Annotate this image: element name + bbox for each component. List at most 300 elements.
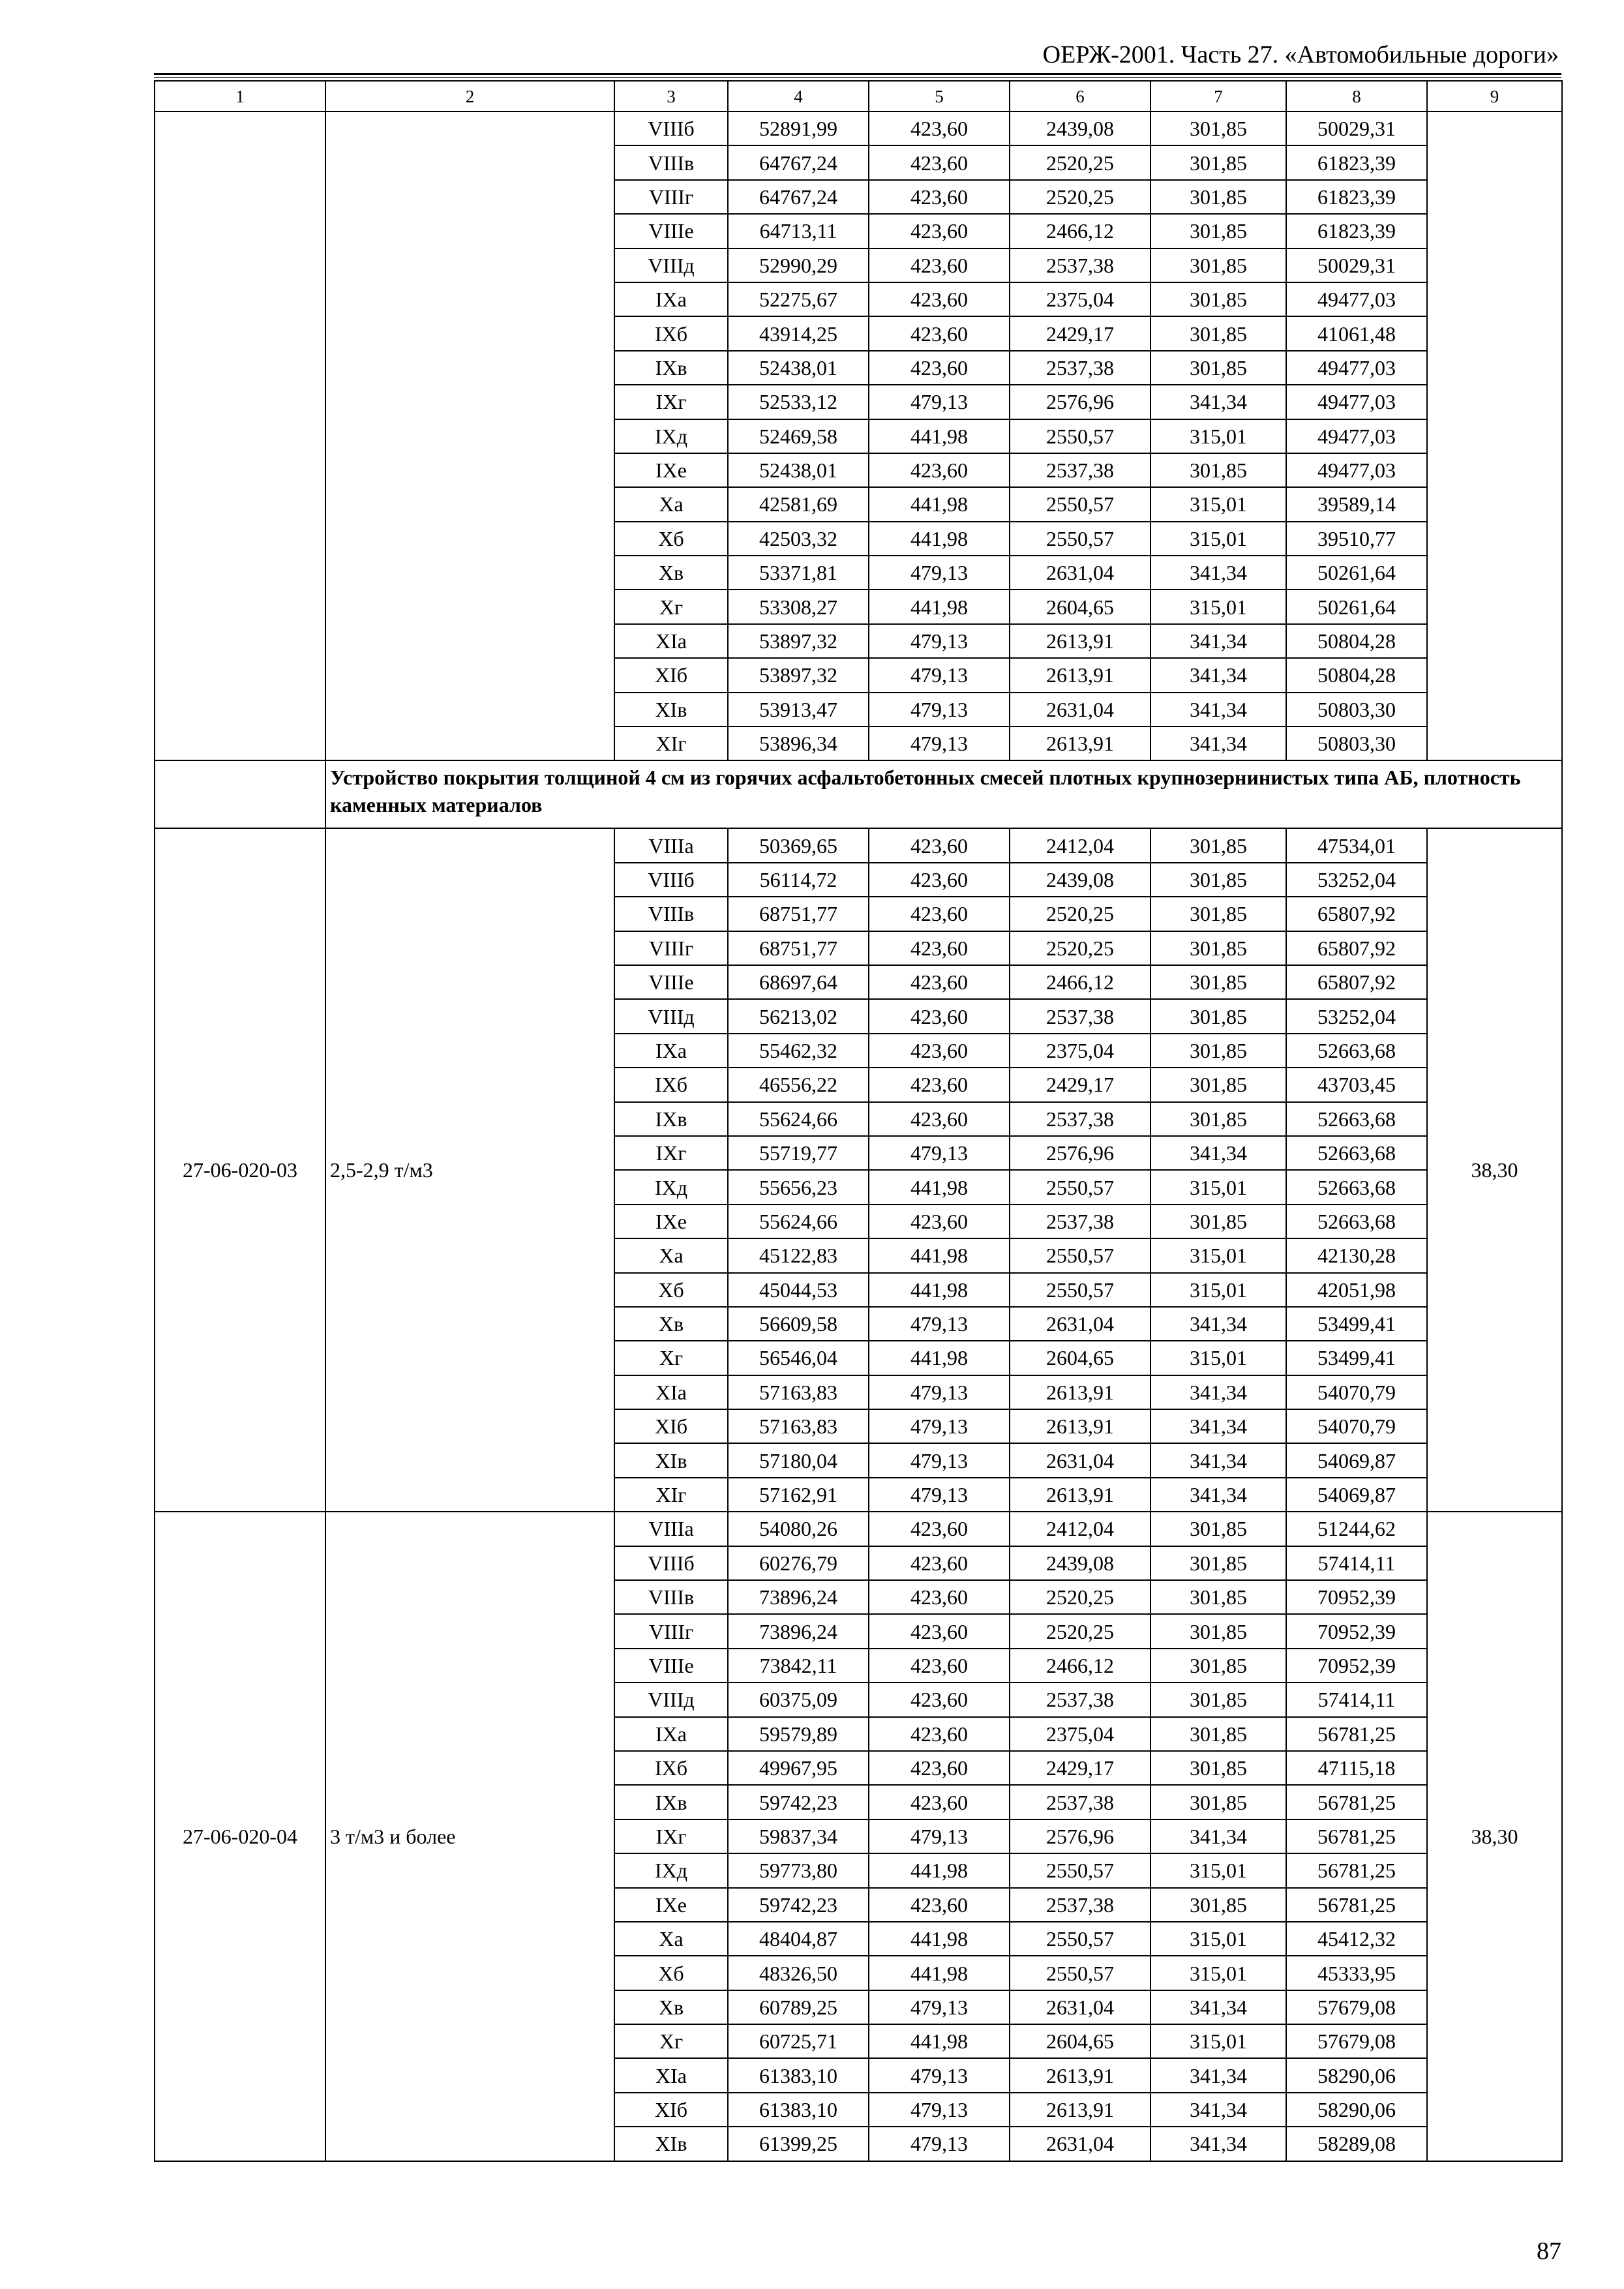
wages-cell: 423,60 — [869, 1102, 1010, 1136]
total-cost-cell: 53308,27 — [728, 590, 869, 623]
machines-cell: 2631,04 — [1010, 2127, 1150, 2161]
rate-description: 2,5-2,9 т/м3 — [325, 828, 614, 1512]
materials-cell: 58290,06 — [1286, 2093, 1427, 2127]
machinist-wages-cell: 301,85 — [1150, 1512, 1286, 1546]
machinist-wages-cell: 301,85 — [1150, 863, 1286, 897]
total-cost-cell: 57162,91 — [728, 1478, 869, 1512]
machinist-wages-cell: 301,85 — [1150, 1034, 1286, 1068]
materials-cell: 50803,30 — [1286, 726, 1427, 760]
machines-cell: 2550,57 — [1010, 522, 1150, 556]
machinist-wages-cell: 301,85 — [1150, 1546, 1286, 1580]
zone-cell: IXв — [614, 1785, 728, 1819]
wages-cell: 423,60 — [869, 1614, 1010, 1648]
wages-cell: 441,98 — [869, 522, 1010, 556]
total-cost-cell: 57163,83 — [728, 1375, 869, 1409]
materials-cell: 56781,25 — [1286, 1888, 1427, 1922]
materials-cell: 56781,25 — [1286, 1819, 1427, 1853]
rate-code: 27-06-020-04 — [155, 1512, 325, 2161]
column-number: 6 — [1010, 81, 1150, 112]
zone-cell: IXe — [614, 453, 728, 487]
machines-cell: 2537,38 — [1010, 1785, 1150, 1819]
machines-cell: 2550,57 — [1010, 1922, 1150, 1956]
wages-cell: 423,60 — [869, 282, 1010, 316]
machinist-wages-cell: 301,85 — [1150, 1102, 1286, 1136]
wages-cell: 423,60 — [869, 214, 1010, 248]
zone-cell: VIIIa — [614, 1512, 728, 1546]
total-cost-cell: 60725,71 — [728, 2024, 869, 2058]
labor-cost-cell: 38,30 — [1427, 1512, 1562, 2161]
total-cost-cell: 56213,02 — [728, 999, 869, 1033]
total-cost-cell: 53897,32 — [728, 624, 869, 658]
zone-cell: IXe — [614, 1888, 728, 1922]
machinist-wages-cell: 301,85 — [1150, 999, 1286, 1033]
total-cost-cell: 59773,80 — [728, 1853, 869, 1887]
wages-cell: 479,13 — [869, 1409, 1010, 1443]
machinist-wages-cell: 341,34 — [1150, 385, 1286, 419]
total-cost-cell: 53913,47 — [728, 693, 869, 726]
column-number: 2 — [325, 81, 614, 112]
machinist-wages-cell: 315,01 — [1150, 1341, 1286, 1375]
machines-cell: 2550,57 — [1010, 1238, 1150, 1272]
wages-cell: 441,98 — [869, 1238, 1010, 1272]
machinist-wages-cell: 315,01 — [1150, 1853, 1286, 1887]
zone-cell: Xг — [614, 2024, 728, 2058]
materials-cell: 45412,32 — [1286, 1922, 1427, 1956]
machinist-wages-cell: 301,85 — [1150, 453, 1286, 487]
machines-cell: 2375,04 — [1010, 1717, 1150, 1751]
wages-cell: 441,98 — [869, 2024, 1010, 2058]
machinist-wages-cell: 301,85 — [1150, 828, 1286, 862]
machines-cell: 2520,25 — [1010, 180, 1150, 214]
machines-cell: 2604,65 — [1010, 2024, 1150, 2058]
zone-cell: VIIIг — [614, 180, 728, 214]
total-cost-cell: 52891,99 — [728, 112, 869, 145]
materials-cell: 47115,18 — [1286, 1751, 1427, 1785]
machinist-wages-cell: 301,85 — [1150, 897, 1286, 931]
total-cost-cell: 42581,69 — [728, 487, 869, 521]
materials-cell: 52663,68 — [1286, 1136, 1427, 1170]
machines-cell: 2613,91 — [1010, 624, 1150, 658]
wages-cell: 479,13 — [869, 726, 1010, 760]
machinist-wages-cell: 301,85 — [1150, 965, 1286, 999]
wages-cell: 441,98 — [869, 1273, 1010, 1307]
wages-cell: 423,60 — [869, 999, 1010, 1033]
machinist-wages-cell: 341,34 — [1150, 1443, 1286, 1477]
machinist-wages-cell: 315,01 — [1150, 1238, 1286, 1272]
total-cost-cell: 46556,22 — [728, 1068, 869, 1101]
zone-cell: Xв — [614, 1307, 728, 1341]
total-cost-cell: 60375,09 — [728, 1683, 869, 1716]
materials-cell: 65807,92 — [1286, 965, 1427, 999]
machines-cell: 2550,57 — [1010, 1956, 1150, 1990]
machines-cell: 2631,04 — [1010, 1990, 1150, 2024]
zone-cell: Xa — [614, 1238, 728, 1272]
materials-cell: 70952,39 — [1286, 1580, 1427, 1614]
wages-cell: 423,60 — [869, 1204, 1010, 1238]
materials-cell: 49477,03 — [1286, 453, 1427, 487]
machinist-wages-cell: 315,01 — [1150, 1922, 1286, 1956]
zone-cell: XIa — [614, 1375, 728, 1409]
materials-cell: 58289,08 — [1286, 2127, 1427, 2161]
zone-cell: VIIIe — [614, 965, 728, 999]
machinist-wages-cell: 341,34 — [1150, 2058, 1286, 2092]
total-cost-cell: 52438,01 — [728, 351, 869, 385]
wages-cell: 441,98 — [869, 1922, 1010, 1956]
zone-cell: IXб — [614, 1068, 728, 1101]
materials-cell: 50804,28 — [1286, 624, 1427, 658]
total-cost-cell: 64767,24 — [728, 145, 869, 179]
zone-cell: IXa — [614, 1717, 728, 1751]
total-cost-cell: 73896,24 — [728, 1580, 869, 1614]
machinist-wages-cell: 301,85 — [1150, 1614, 1286, 1648]
total-cost-cell: 61383,10 — [728, 2058, 869, 2092]
machines-cell: 2613,91 — [1010, 2058, 1150, 2092]
wages-cell: 479,13 — [869, 1478, 1010, 1512]
zone-cell: IXд — [614, 419, 728, 453]
column-number: 5 — [869, 81, 1010, 112]
wages-cell: 423,60 — [869, 931, 1010, 965]
wages-cell: 479,13 — [869, 2127, 1010, 2161]
machinist-wages-cell: 301,85 — [1150, 1785, 1286, 1819]
machinist-wages-cell: 341,34 — [1150, 726, 1286, 760]
machinist-wages-cell: 341,34 — [1150, 693, 1286, 726]
column-number: 8 — [1286, 81, 1427, 112]
materials-cell: 54069,87 — [1286, 1443, 1427, 1477]
wages-cell: 423,60 — [869, 1649, 1010, 1683]
machines-cell: 2375,04 — [1010, 1034, 1150, 1068]
machines-cell: 2631,04 — [1010, 693, 1150, 726]
machines-cell: 2439,08 — [1010, 863, 1150, 897]
machinist-wages-cell: 315,01 — [1150, 419, 1286, 453]
machines-cell: 2520,25 — [1010, 145, 1150, 179]
materials-cell: 57679,08 — [1286, 2024, 1427, 2058]
materials-cell: 52663,68 — [1286, 1102, 1427, 1136]
total-cost-cell: 73896,24 — [728, 1614, 869, 1648]
rate-code — [155, 112, 325, 760]
wages-cell: 479,13 — [869, 1990, 1010, 2024]
machines-cell: 2429,17 — [1010, 1068, 1150, 1101]
section-title: Устройство покрытия толщиной 4 см из горячих асфальтобетонных смесей плотных крупнозернинистых типа АБ, плотность каменных материалов — [325, 760, 1562, 828]
machinist-wages-cell: 301,85 — [1150, 931, 1286, 965]
machines-cell: 2613,91 — [1010, 658, 1150, 692]
machines-cell: 2550,57 — [1010, 1853, 1150, 1887]
price-table — [154, 80, 1563, 2162]
total-cost-cell: 55624,66 — [728, 1204, 869, 1238]
total-cost-cell: 64713,11 — [728, 214, 869, 248]
section-row — [155, 760, 1562, 828]
machines-cell: 2537,38 — [1010, 351, 1150, 385]
wages-cell: 479,13 — [869, 658, 1010, 692]
machines-cell: 2537,38 — [1010, 999, 1150, 1033]
machines-cell: 2537,38 — [1010, 453, 1150, 487]
materials-cell: 50261,64 — [1286, 556, 1427, 590]
zone-cell: XIв — [614, 693, 728, 726]
materials-cell: 53499,41 — [1286, 1341, 1427, 1375]
materials-cell: 49477,03 — [1286, 282, 1427, 316]
materials-cell: 51244,62 — [1286, 1512, 1427, 1546]
wages-cell: 423,60 — [869, 1888, 1010, 1922]
materials-cell: 41061,48 — [1286, 316, 1427, 350]
total-cost-cell: 68751,77 — [728, 931, 869, 965]
machinist-wages-cell: 301,85 — [1150, 1888, 1286, 1922]
machinist-wages-cell: 301,85 — [1150, 145, 1286, 179]
wages-cell: 423,60 — [869, 351, 1010, 385]
zone-cell: Xa — [614, 487, 728, 521]
zone-cell: XIб — [614, 658, 728, 692]
machinist-wages-cell: 315,01 — [1150, 487, 1286, 521]
materials-cell: 57679,08 — [1286, 1990, 1427, 2024]
materials-cell: 45333,95 — [1286, 1956, 1427, 1990]
materials-cell: 47534,01 — [1286, 828, 1427, 862]
zone-cell: VIIIe — [614, 1649, 728, 1683]
machines-cell: 2576,96 — [1010, 385, 1150, 419]
zone-cell: IXa — [614, 1034, 728, 1068]
zone-cell: Xг — [614, 1341, 728, 1375]
materials-cell: 49477,03 — [1286, 351, 1427, 385]
machinist-wages-cell: 315,01 — [1150, 1170, 1286, 1204]
machines-cell: 2613,91 — [1010, 1409, 1150, 1443]
machinist-wages-cell: 301,85 — [1150, 282, 1286, 316]
machines-cell: 2550,57 — [1010, 1273, 1150, 1307]
total-cost-cell: 55462,32 — [728, 1034, 869, 1068]
total-cost-cell: 55656,23 — [728, 1170, 869, 1204]
machinist-wages-cell: 301,85 — [1150, 248, 1286, 282]
materials-cell: 54069,87 — [1286, 1478, 1427, 1512]
wages-cell: 441,98 — [869, 1170, 1010, 1204]
rate-description — [325, 112, 614, 760]
wages-cell: 479,13 — [869, 1443, 1010, 1477]
materials-cell: 50029,31 — [1286, 248, 1427, 282]
table-body — [155, 81, 1562, 2161]
total-cost-cell: 68697,64 — [728, 965, 869, 999]
materials-cell: 39510,77 — [1286, 522, 1427, 556]
zone-cell: XIб — [614, 2093, 728, 2127]
rate-code: 27-06-020-03 — [155, 828, 325, 1512]
wages-cell: 423,60 — [869, 1580, 1010, 1614]
machines-cell: 2550,57 — [1010, 419, 1150, 453]
column-number: 9 — [1427, 81, 1562, 112]
materials-cell: 43703,45 — [1286, 1068, 1427, 1101]
total-cost-cell: 68751,77 — [728, 897, 869, 931]
machines-cell: 2520,25 — [1010, 1580, 1150, 1614]
table-row — [155, 1512, 1562, 1546]
zone-cell: XIa — [614, 624, 728, 658]
wages-cell: 441,98 — [869, 1956, 1010, 1990]
machinist-wages-cell: 301,85 — [1150, 180, 1286, 214]
zone-cell: IXд — [614, 1170, 728, 1204]
materials-cell: 49477,03 — [1286, 385, 1427, 419]
total-cost-cell: 43914,25 — [728, 316, 869, 350]
machinist-wages-cell: 341,34 — [1150, 1819, 1286, 1853]
machines-cell: 2613,91 — [1010, 1478, 1150, 1512]
machines-cell: 2466,12 — [1010, 1649, 1150, 1683]
column-number: 1 — [155, 81, 325, 112]
total-cost-cell: 42503,32 — [728, 522, 869, 556]
wages-cell: 423,60 — [869, 1751, 1010, 1785]
total-cost-cell: 53371,81 — [728, 556, 869, 590]
machines-cell: 2537,38 — [1010, 248, 1150, 282]
machinist-wages-cell: 301,85 — [1150, 1751, 1286, 1785]
zone-cell: Xг — [614, 590, 728, 623]
labor-cost-cell: 38,30 — [1427, 828, 1562, 1512]
column-number: 4 — [728, 81, 869, 112]
wages-cell: 441,98 — [869, 1341, 1010, 1375]
wages-cell: 423,60 — [869, 1717, 1010, 1751]
wages-cell: 423,60 — [869, 1785, 1010, 1819]
zone-cell: VIIIв — [614, 145, 728, 179]
machines-cell: 2631,04 — [1010, 556, 1150, 590]
wages-cell: 479,13 — [869, 693, 1010, 726]
zone-cell: XIa — [614, 2058, 728, 2092]
materials-cell: 57414,11 — [1286, 1683, 1427, 1716]
column-number: 3 — [614, 81, 728, 112]
zone-cell: IXб — [614, 316, 728, 350]
machinist-wages-cell: 341,34 — [1150, 2093, 1286, 2127]
total-cost-cell: 56546,04 — [728, 1341, 869, 1375]
total-cost-cell: 45122,83 — [728, 1238, 869, 1272]
materials-cell: 70952,39 — [1286, 1614, 1427, 1648]
total-cost-cell: 73842,11 — [728, 1649, 869, 1683]
machines-cell: 2537,38 — [1010, 1683, 1150, 1716]
machinist-wages-cell: 301,85 — [1150, 1717, 1286, 1751]
materials-cell: 56781,25 — [1286, 1785, 1427, 1819]
column-number-row — [155, 81, 1562, 112]
total-cost-cell: 56114,72 — [728, 863, 869, 897]
zone-cell: IXв — [614, 1102, 728, 1136]
machines-cell: 2550,57 — [1010, 1170, 1150, 1204]
materials-cell: 52663,68 — [1286, 1170, 1427, 1204]
zone-cell: XIг — [614, 726, 728, 760]
zone-cell: VIIIг — [614, 1614, 728, 1648]
zone-cell: XIб — [614, 1409, 728, 1443]
total-cost-cell: 61399,25 — [728, 2127, 869, 2161]
total-cost-cell: 48326,50 — [728, 1956, 869, 1990]
total-cost-cell: 54080,26 — [728, 1512, 869, 1546]
machinist-wages-cell: 301,85 — [1150, 112, 1286, 145]
total-cost-cell: 59579,89 — [728, 1717, 869, 1751]
zone-cell: VIIIг — [614, 931, 728, 965]
wages-cell: 479,13 — [869, 1136, 1010, 1170]
materials-cell: 49477,03 — [1286, 419, 1427, 453]
wages-cell: 423,60 — [869, 248, 1010, 282]
zone-cell: Xв — [614, 556, 728, 590]
total-cost-cell: 52990,29 — [728, 248, 869, 282]
machines-cell: 2466,12 — [1010, 214, 1150, 248]
total-cost-cell: 56609,58 — [728, 1307, 869, 1341]
machines-cell: 2520,25 — [1010, 1614, 1150, 1648]
zone-cell: VIIIд — [614, 999, 728, 1033]
materials-cell: 54070,79 — [1286, 1409, 1427, 1443]
wages-cell: 423,60 — [869, 897, 1010, 931]
zone-cell: Xб — [614, 1273, 728, 1307]
machines-cell: 2613,91 — [1010, 1375, 1150, 1409]
machines-cell: 2631,04 — [1010, 1307, 1150, 1341]
materials-cell: 50261,64 — [1286, 590, 1427, 623]
materials-cell: 52663,68 — [1286, 1204, 1427, 1238]
table-row — [155, 828, 1562, 862]
wages-cell: 423,60 — [869, 965, 1010, 999]
rate-description: 3 т/м3 и более — [325, 1512, 614, 2161]
materials-cell: 39589,14 — [1286, 487, 1427, 521]
machines-cell: 2429,17 — [1010, 1751, 1150, 1785]
machines-cell: 2537,38 — [1010, 1888, 1150, 1922]
materials-cell: 52663,68 — [1286, 1034, 1427, 1068]
zone-cell: VIIIe — [614, 214, 728, 248]
machines-cell: 2550,57 — [1010, 487, 1150, 521]
wages-cell: 441,98 — [869, 419, 1010, 453]
machines-cell: 2604,65 — [1010, 590, 1150, 623]
materials-cell: 53499,41 — [1286, 1307, 1427, 1341]
wages-cell: 423,60 — [869, 145, 1010, 179]
total-cost-cell: 49967,95 — [728, 1751, 869, 1785]
wages-cell: 423,60 — [869, 316, 1010, 350]
total-cost-cell: 57163,83 — [728, 1409, 869, 1443]
machinist-wages-cell: 301,85 — [1150, 214, 1286, 248]
wages-cell: 479,13 — [869, 556, 1010, 590]
total-cost-cell: 64767,24 — [728, 180, 869, 214]
zone-cell: Xa — [614, 1922, 728, 1956]
zone-cell: IXд — [614, 1853, 728, 1887]
zone-cell: VIIIб — [614, 112, 728, 145]
machinist-wages-cell: 301,85 — [1150, 1683, 1286, 1716]
labor-cost-cell — [1427, 112, 1562, 760]
materials-cell: 65807,92 — [1286, 897, 1427, 931]
zone-cell: IXв — [614, 351, 728, 385]
zone-cell: VIIIв — [614, 897, 728, 931]
machines-cell: 2537,38 — [1010, 1204, 1150, 1238]
wages-cell: 479,13 — [869, 1375, 1010, 1409]
machinist-wages-cell: 341,34 — [1150, 1409, 1286, 1443]
machinist-wages-cell: 341,34 — [1150, 1375, 1286, 1409]
wages-cell: 441,98 — [869, 487, 1010, 521]
total-cost-cell: 59742,23 — [728, 1888, 869, 1922]
materials-cell: 42051,98 — [1286, 1273, 1427, 1307]
machinist-wages-cell: 301,85 — [1150, 1068, 1286, 1101]
machines-cell: 2520,25 — [1010, 931, 1150, 965]
zone-cell: XIг — [614, 1478, 728, 1512]
wages-cell: 423,60 — [869, 828, 1010, 862]
column-number: 7 — [1150, 81, 1286, 112]
machinist-wages-cell: 315,01 — [1150, 1273, 1286, 1307]
total-cost-cell: 52533,12 — [728, 385, 869, 419]
total-cost-cell: 61383,10 — [728, 2093, 869, 2127]
machinist-wages-cell: 341,34 — [1150, 624, 1286, 658]
section-spacer — [155, 760, 325, 828]
machinist-wages-cell: 315,01 — [1150, 590, 1286, 623]
machines-cell: 2631,04 — [1010, 1443, 1150, 1477]
total-cost-cell: 57180,04 — [728, 1443, 869, 1477]
wages-cell: 423,60 — [869, 1683, 1010, 1716]
machinist-wages-cell: 301,85 — [1150, 1204, 1286, 1238]
machinist-wages-cell: 315,01 — [1150, 1956, 1286, 1990]
machinist-wages-cell: 341,34 — [1150, 556, 1286, 590]
machines-cell: 2576,96 — [1010, 1136, 1150, 1170]
materials-cell: 54070,79 — [1286, 1375, 1427, 1409]
machines-cell: 2439,08 — [1010, 112, 1150, 145]
machinist-wages-cell: 301,85 — [1150, 316, 1286, 350]
machinist-wages-cell: 341,34 — [1150, 658, 1286, 692]
wages-cell: 479,13 — [869, 2058, 1010, 2092]
total-cost-cell: 48404,87 — [728, 1922, 869, 1956]
wages-cell: 423,60 — [869, 112, 1010, 145]
total-cost-cell: 55624,66 — [728, 1102, 869, 1136]
zone-cell: IXг — [614, 1136, 728, 1170]
zone-cell: XIв — [614, 1443, 728, 1477]
total-cost-cell: 52469,58 — [728, 419, 869, 453]
zone-cell: VIIIa — [614, 828, 728, 862]
total-cost-cell: 60789,25 — [728, 1990, 869, 2024]
wages-cell: 423,60 — [869, 1068, 1010, 1101]
